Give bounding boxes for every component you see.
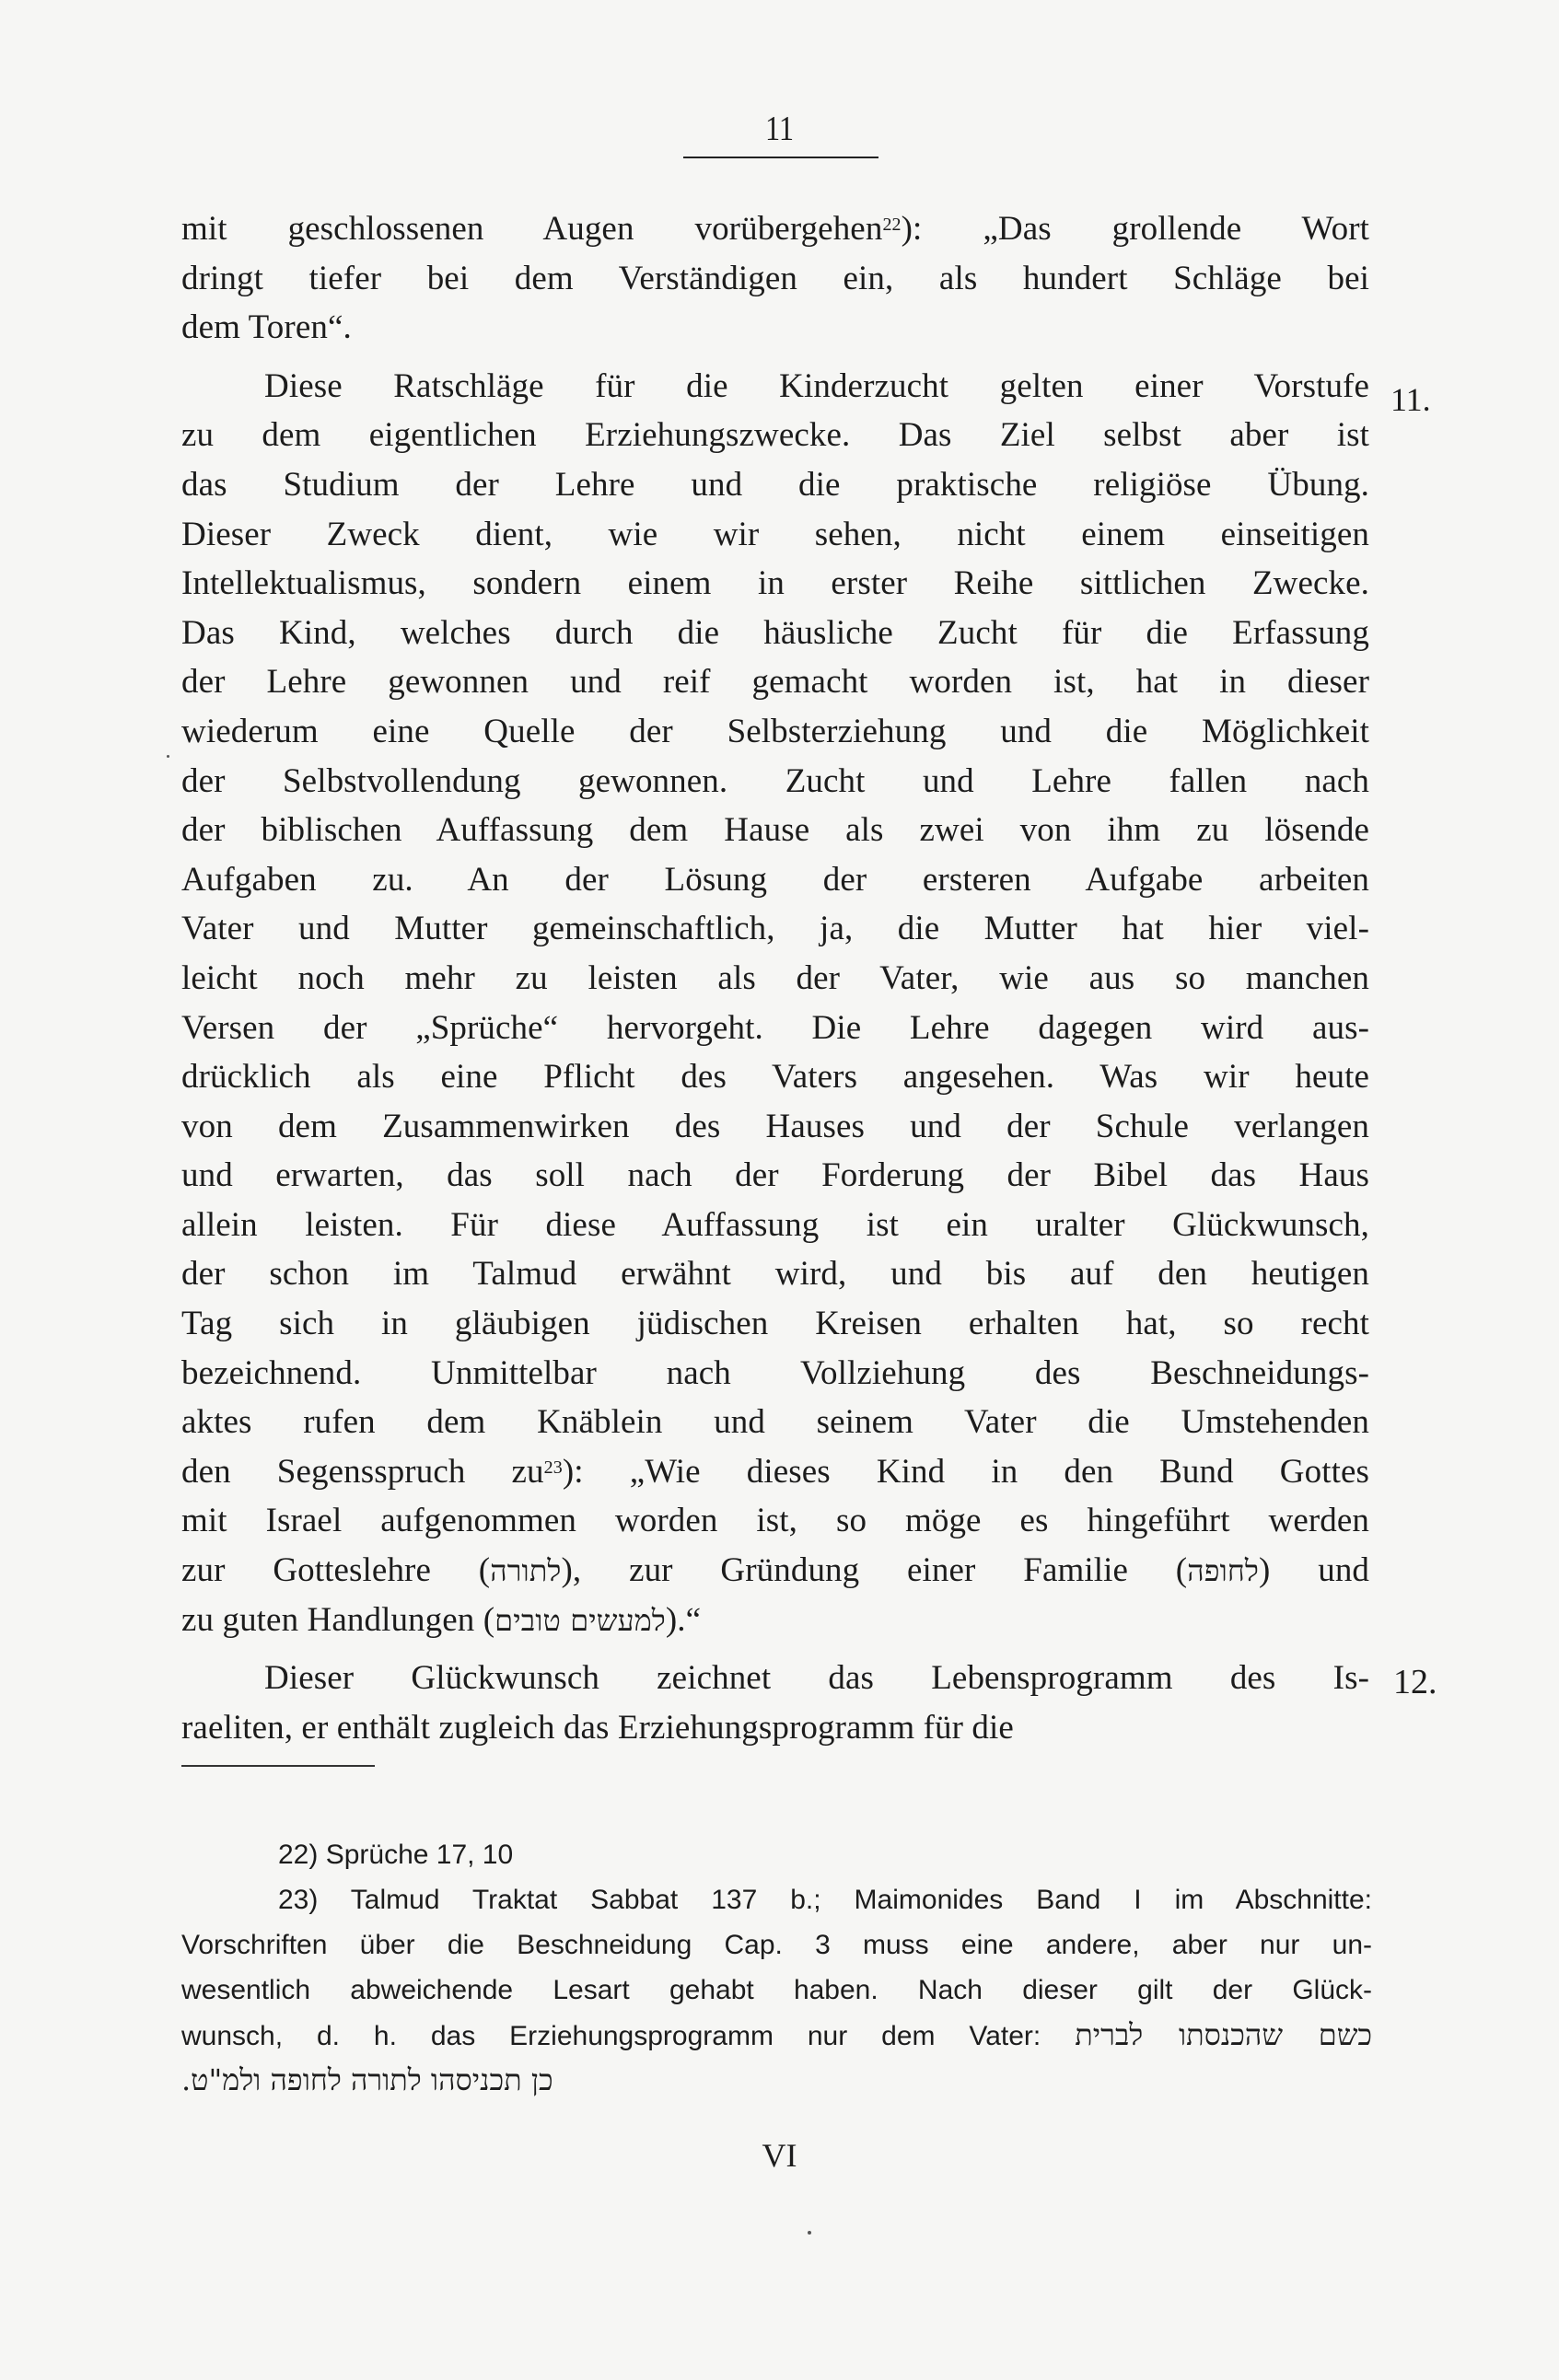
text-run: raeliten, er enthält zugleich das Erziehungsprogramm für die <box>181 1708 1014 1747</box>
body-line <box>181 806 1369 855</box>
body-line <box>181 362 1369 412</box>
footnote-line <box>181 1877 1372 1922</box>
body-line <box>181 1546 1369 1596</box>
body-line <box>181 254 1369 304</box>
text-run: dem Toren“. <box>181 308 352 347</box>
text-run: Dieser Zweck dient, wie wir sehen, nicht einem einseitigen <box>181 515 1369 553</box>
ink-speck <box>167 755 169 758</box>
hebrew-quote: כן תכניסהו לתורה לחופה ולמ"ט. <box>181 2062 553 2097</box>
text-run: Diese Ratschläge für die Kinderzucht gelten einer Vorstufe <box>264 366 1369 405</box>
text-run: der biblischen Auffassung dem Hause als zwei von ihm zu lösende <box>181 811 1369 850</box>
text-run: mit geschlossenen Augen vorübergehen <box>181 210 883 248</box>
hebrew-term: למעשים טובים <box>494 1602 666 1638</box>
text-run: ).“ <box>665 1600 702 1639</box>
margin-number-11: 11. <box>1390 381 1431 418</box>
body-line <box>181 707 1369 757</box>
header-rule <box>683 157 878 158</box>
text-run: Das Kind, welches durch die häusliche Zucht für die Erfassung <box>181 613 1369 652</box>
text-run: zu dem eigentlichen Erziehungszwecke. Das Ziel selbst aber ist <box>181 416 1369 455</box>
body-line <box>181 1102 1369 1152</box>
text-run: ): „Wie dieses Kind in den Bund Gottes <box>562 1452 1369 1491</box>
text-run: zu guten Handlungen ( <box>181 1600 495 1639</box>
text-run: wiederum eine Quelle der Selbsterziehung und die Möglichkeit <box>181 712 1369 750</box>
body-line <box>181 1496 1369 1546</box>
text-run: von dem Zusammenwirken des Hauses und der Schule verlangen <box>181 1107 1369 1145</box>
footnote-ref: 22 <box>882 215 902 235</box>
text-run: 23) Talmud Traktat Sabbat 137 b.; Maimonides Band I im Abschnitte: <box>278 1885 1372 1915</box>
text-run: 22) Sprüche 17, 10 <box>278 1840 514 1870</box>
body-line <box>181 1654 1369 1703</box>
margin-number-12: 12. <box>1393 1663 1437 1701</box>
text-run: der schon im Talmud erwähnt wird, und bis auf den heutigen <box>181 1255 1369 1294</box>
text-run: der Lehre gewonnen und reif gemacht worden ist, hat in dieser <box>181 663 1369 702</box>
body-text <box>181 204 1369 1752</box>
body-line <box>181 411 1369 460</box>
text-run: zur Gotteslehre ( <box>181 1551 491 1590</box>
page-number: 11 <box>764 110 795 148</box>
text-run: Aufgaben zu. An der Lösung der ersteren Aufgabe arbeiten <box>181 860 1369 899</box>
footnote-ref: 23 <box>543 1457 563 1478</box>
footnote-rule <box>181 1765 375 1767</box>
text-run: Vorschriften über die Beschneidung Cap. 3 muss eine andere, aber nur un- <box>181 1930 1372 1960</box>
text-run: ), zur Gründung einer Familie ( <box>561 1551 1188 1590</box>
text-run: Versen der „Sprüche“ hervorgeht. Die Lehre dagegen wird aus- <box>181 1008 1369 1047</box>
text-run: ) und <box>1259 1551 1370 1590</box>
body-line <box>181 855 1369 905</box>
text-run: ): „Das grollende Wort <box>901 210 1369 248</box>
body-line <box>181 1052 1369 1102</box>
body-line <box>181 303 1369 353</box>
signature-mark: VI <box>762 2137 797 2174</box>
body-line <box>181 559 1369 609</box>
text-run: allein leisten. Für diese Auffassung ist ein uralter Glückwunsch, <box>181 1205 1369 1244</box>
hebrew-term: לחופה <box>1187 1553 1259 1589</box>
text-run: und erwarten, das soll nach der Forderung der Bibel das Haus <box>181 1156 1369 1195</box>
footnotes <box>181 1832 1372 2103</box>
text-run: den Segensspruch zu <box>181 1452 544 1491</box>
footnote-line <box>181 1832 1372 1877</box>
text-run: dringt tiefer bei dem Verständigen ein, als hundert Schläge bei <box>181 259 1369 297</box>
body-line <box>181 1201 1369 1250</box>
text-run: bezeichnend. Unmittelbar nach Vollziehung des Beschneidungs- <box>181 1353 1369 1392</box>
body-line <box>181 904 1369 954</box>
body-line <box>181 1447 1369 1497</box>
text-run: wunsch, d. h. das Erziehungsprogramm nur dem Vater: <box>181 2021 1076 2051</box>
body-line <box>181 1398 1369 1447</box>
body-line <box>181 1596 1369 1645</box>
hebrew-term: לתורה <box>490 1553 562 1589</box>
body-line <box>181 657 1369 707</box>
text-run: Dieser Glückwunsch zeichnet das Lebensprogramm des Is- <box>264 1659 1369 1698</box>
body-line <box>181 460 1369 510</box>
body-line <box>181 1151 1369 1201</box>
hebrew-quote: כשם שהכנסתו לברית <box>1075 2017 1373 2052</box>
text-run: Tag sich in gläubigen jüdischen Kreisen erhalten hat, so recht <box>181 1305 1369 1343</box>
text-run: drücklich als eine Pflicht des Vaters angesehen. Was wir heute <box>181 1058 1369 1097</box>
body-line <box>181 1349 1369 1399</box>
body-line <box>181 757 1369 807</box>
body-line <box>181 1004 1369 1053</box>
text-run: aktes rufen dem Knäblein und seinem Vater die Umstehenden <box>181 1403 1369 1442</box>
text-run: Intellektualismus, sondern einem in erster Reihe sittlichen Zwecke. <box>181 564 1369 603</box>
footnote-line <box>181 1922 1372 1968</box>
body-line <box>181 954 1369 1004</box>
footnote-line <box>181 1968 1372 2013</box>
footnote-line <box>181 2058 1372 2103</box>
footnote-line <box>181 2013 1372 2058</box>
body-line <box>181 1299 1369 1349</box>
text-run: leicht noch mehr zu leisten als der Vater, wie aus so manchen <box>181 958 1369 997</box>
body-line <box>181 609 1369 658</box>
body-line <box>181 204 1369 254</box>
body-line <box>181 1249 1369 1299</box>
body-line <box>181 510 1369 560</box>
text-run: mit Israel aufgenommen worden ist, so möge es hingeführt werden <box>181 1502 1369 1540</box>
body-line <box>181 1703 1369 1753</box>
ink-speck <box>808 2231 811 2235</box>
text-run: der Selbstvollendung gewonnen. Zucht und Lehre fallen nach <box>181 761 1369 800</box>
text-run: das Studium der Lehre und die praktische religiöse Übung. <box>181 465 1369 504</box>
text-run: Vater und Mutter gemeinschaftlich, ja, die Mutter hat hier viel- <box>181 910 1369 948</box>
text-run: wesentlich abweichende Lesart gehabt haben. Nach dieser gilt der Glück- <box>181 1975 1372 2005</box>
